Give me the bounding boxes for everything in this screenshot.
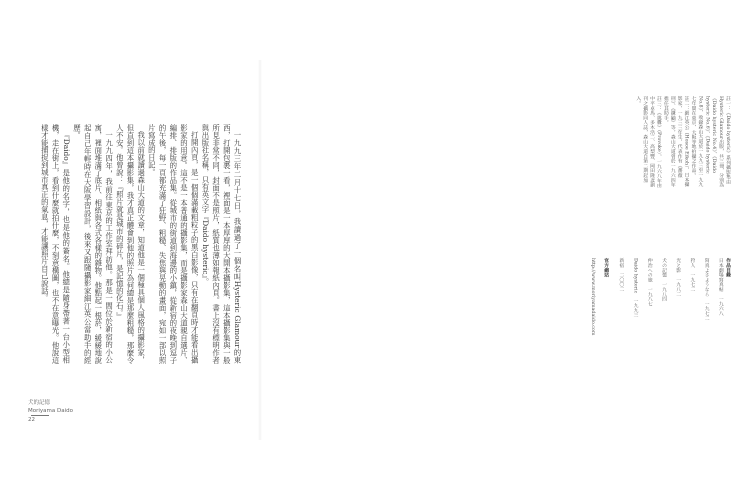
- book-title: 犬的記憶: [28, 400, 51, 406]
- credit-item: 光と影 一九八二: [675, 258, 681, 297]
- credit-item: 仲治への旅 一九八七: [646, 258, 652, 306]
- body-paragraph: 『Daido』是他的名字，也是他的簽名。他總是隨身帶著一台小型相機，走在街上，看到什麼就拍什麼，不刻意構圖，也不在意曝光。他說這樣才能捕捉到城市真正的氣息，才能讓照片自己說話。: [40, 124, 71, 364]
- credit-item: 犬の記憶 一九八四: [660, 258, 666, 302]
- credit-item: Daido hysteric 一九九三: [632, 258, 638, 318]
- footnote: 註二：細江英公（Hosoe Eikoh），日本攝影家，一九三三年生，代表作有《薔薇刑》、《鎌鼬》等，森山大道曾於一九六四年擔任其助手。: [662, 96, 689, 188]
- credits-heading: 作品目錄: [725, 258, 731, 278]
- folio-rule: [31, 415, 49, 416]
- left-page: [0, 0, 260, 500]
- website-link[interactable]: http://www.moriyamadaido.com: [589, 258, 595, 336]
- body-paragraph: 打開內頁，是一個個滿載粗粒子的黑白影像，只有在翻頁時才能看出攝影家的用意。這不是一本普通的攝影集，而是攝影家森山大道親自選片、編排、排版的作品集。從城市的街道到海邊的小鎮，從新宿的夜晚到逗子的午後，每一頁都充滿了狂野、粗糙、失焦與晃動的畫面，宛如一部以照片寫成的日記。: [147, 124, 200, 364]
- body-paragraph: 我以前就讀過森山大道的文章，知道他是一個極具個人風格的攝影家，但直到這本攝影集，我才真正體會到他的照片為何總是那麼粗糙，那麼令人不安。他曾說：『照片就是城市的碎片，是記憶的化石。』: [115, 124, 146, 364]
- credit-item: 狩人 一九七二: [689, 258, 695, 292]
- credits-list: [556, 258, 732, 358]
- credit-item: 寫真よさようなら 一九七二: [703, 258, 709, 321]
- body-paragraph: 一九九四年，我前往東京的工作室拜訪他。那是一間位於新宿的小公寓，裡面堆滿了底片、相紙與各式各樣的雜物。他點起一根菸，緩緩地說起自己年輕時在大阪學習設計，後來又跟隨攝影家細江英公當助手的經歷。: [72, 124, 114, 364]
- website-heading: 官方網站: [603, 258, 610, 278]
- footnote: 註三：《挑釁》（Provoke），一九六八年由中平卓馬、多木浩二、高梨豐、岡田隆彥創刊之攝影同人誌，森山大道自第二期起加入。: [635, 96, 661, 188]
- right-page: [260, 0, 731, 500]
- footnotes: [556, 96, 730, 188]
- running-head: [28, 399, 73, 424]
- author-name: Moriyama Daido: [28, 408, 73, 414]
- credit-item: 新宿 二〇〇二: [618, 258, 624, 292]
- footnote: 註一：《Daido hysteric》系列攝影集由Hysteric Glamour出版，共三冊，分別為《Daido hysteric No.4》、《Daido hysteric No.6》、《Daido hysteric No.8》，收錄森山大道於一九九三至一九九七年間在東京、大阪等地拍攝之作品。: [690, 96, 730, 188]
- credit-item: 日本劇場寫真帖 一九六八: [717, 258, 723, 316]
- body-text: [28, 124, 242, 364]
- body-paragraph: 一九九三年二月十七日，我讀過了一個名叫Hysteric Glamour的東西，打開包裹一看，裡面是一本厚厚的大開本攝影集，這本攝影集與一般所見非常不同，封面不是照片，紙質也薄如報紙內頁。書上沒有標明作者與出版社名稱，只有英文字『Daido hysteric』。: [200, 124, 242, 364]
- page-number: 22: [28, 417, 35, 423]
